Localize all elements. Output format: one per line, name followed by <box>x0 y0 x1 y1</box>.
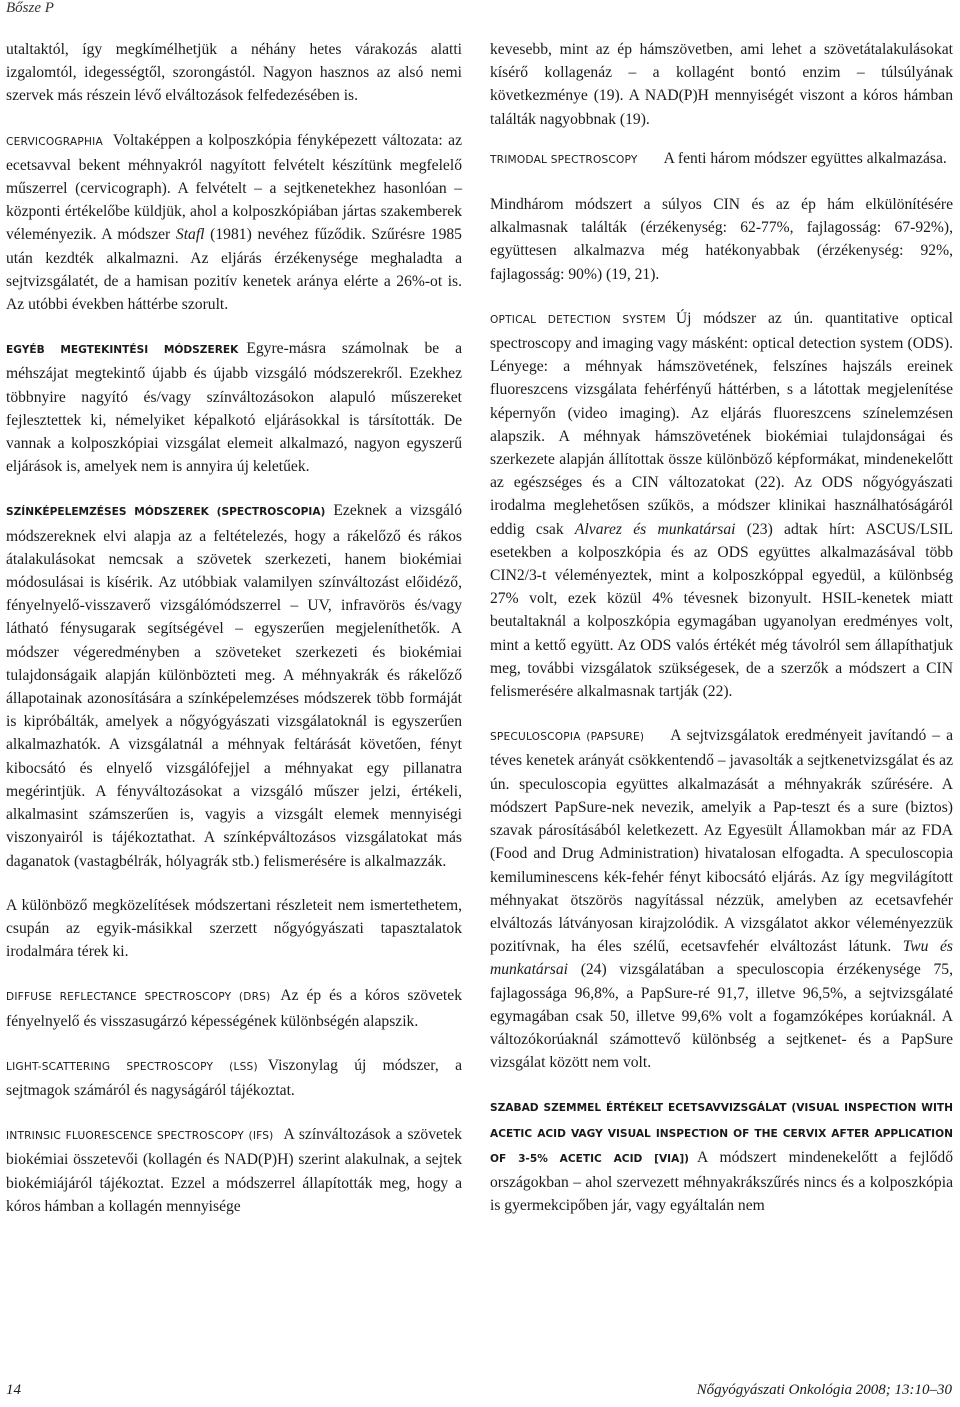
paragraph-results: Mindhárom módszert a súlyos CIN és az ép hám elkülönítésére alkalmasnak találták (érzékenység: 62-77%, fajlagosság: 67-92%), együttesen alkalmazva még hatékonyabbak (érzékenység: 92%, fajlagosság: 90%) (19, 21). <box>490 196 953 283</box>
section-text: A módszert mindenekelőtt a fejlődő országokban – ahol szervezett méhnyakrákszűrés nincs és a kolposzkópia is gyermekcipőben jár, vagy egyáltalán nem <box>490 1148 953 1215</box>
author-name: Alvarez és munkatársai <box>574 520 736 538</box>
section-heading-via: SZABAD SZEMMEL ÉRTÉKELT ECETSAVVIZSGÁLAT (VISUAL INSPECTION WITH ACETIC ACID VAGY VISUAL INSPECTION OF THE CERVIX AFTER APPLICATION OF 3-5% ACETIC ACID [VIA]) <box>490 1102 953 1165</box>
page-number: 14 <box>6 1382 21 1398</box>
section-speculoscopia <box>490 724 953 1074</box>
running-head: Bősze P <box>6 0 54 16</box>
section-text: A színváltozások a szövetek biokémiai összetevői (kollagén és NAD(P)H) szerint alakulnak, a sejtek biokémiájáról tájékoztat. Ezzel a módszerrel állapították meg, hogy a kóros hámban a kollagén mennyisége <box>6 1126 462 1215</box>
section-text: Egyre-másra számolnak be a méhszájat megtekintő újabb és újabb vizsgáló módszerekről. Ezekhez többnyire nagyító és/vagy színváltozásokon alapuló műszereket fejlesztettek ki, némelyiket képalkotó eljárásokkal is társították. De vannak a kolposzkópiai vizsgálat elemeit alkalmazó, nagyon egyszerű eljárások is, amelyek nem is annyira új keletűek. <box>6 340 462 476</box>
section-text: A sejtvizsgálatok eredményeit javítandó – a téves kenetek arányát csökkentendő – javasolták a sejtkenetvizsgálat és az ún. speculoscopia együttes alkalmazását a méhnyakrák szűrésére. A módszert PapSure-nek nevezik, amelyik a Pap-teszt és a sure (biztos) szavak párosításából keletkezett. Az Egyesült Államokban már az FDA (Food and Drug Administration) hivatalosan elfogadta. A speculoscopia kemiluminescens kék-fehér fényt kibocsátó eljárás. Az így megvilágított méhnyakat ötszörös nagyítással nézzük, amelyben az ecetsavfehér elváltozás látványosan kirajzolódik. A vizsgálatot akkor véleményezzük pozitívnak, ha éles szélű, ecetsavfehér elváltozást látunk. <box>490 727 953 956</box>
section-text: (23) adtak hírt: ASCUS/LSIL esetekben a kolposzkópia és az ODS együttes alkalmazásával több CIN2/3-t véleményeztek, mint a kolposzkóppal egyedül, a különbség 27% volt, ezek közül 4% tévesnek bizonyult. HSIL-kenetek miatt beutaltaknál a kolposzkópia egymagában ugyanolyan eredményes volt, mint a kettő együtt. Az ODS valós értékét még távolról sem állapíthatjuk meg, további vizsgálatok szükségesek, de a szerzők a módszert a CIN felismerésére alkalmasnak tartják (22). <box>490 520 954 701</box>
section-heading-drs: DIFFUSE REFLECTANCE SPECTROSCOPY (DRS) <box>6 991 271 1004</box>
right-column <box>490 38 953 1238</box>
section-cervicographia <box>6 129 462 317</box>
section-egyeb <box>6 337 462 478</box>
section-heading-ods: OPTICAL DETECTION SYSTEM <box>490 313 666 326</box>
journal-citation: Nőgyógyászati Onkológia 2008; 13:10–30 <box>696 1382 952 1398</box>
section-text: (1981) nevéhez fűződik. Szűrésre 1985 után kezdték alkalmazni. Az eljárás érzékenysége meghaladta a sejtvizsgálatét, de a hamisan pozitív kenetek aránya elérte a 26%-ot is. Az utóbbi években háttérbe szorult. <box>6 226 462 314</box>
section-text: (24) vizsgálatában a speculoscopia érzékenysége 75, fajlagossága 96,8%, a PapSure-ré 91,7, illetve 96,5%, a sejtvizsgálaté egymagában csak 50, illetve 99,6% volt a fogamzóképes korúaknál. A változókorúaknál számottevő különbség a sejtkenet- és a PapSure vizsgálat között nem volt. <box>490 961 953 1072</box>
section-text: Viszonylag új módszer, a sejtmagok számáról és nagyságáról tájékoztat. <box>6 1056 462 1099</box>
section-heading-ifs: INTRINSIC FLUORESCENCE SPECTROSCOPY (IFS) <box>6 1130 274 1143</box>
section-text: Ezeknek a vizsgáló módszereknek elvi alapja az a feltételezés, hogy a rákelőző és rákos átalakulásokat nemcsak a szövetek szerkezeti, hanem biokémiai módosulásai is kísérik. Az utóbbiak valamilyen színváltozást előidéző, fényelnyelő-visszaverő vizsgálómódszerrel – UV, infravörös és/vagy látható fénysugarak segítségével – egyszerűen megjeleníthetők. A módszer végeredményben a szöveteket szerkezeti és biokémiai tulajdonságaik alapján különbözteti meg. A méhnyakrák és rákelőző állapotainak azonosítására a színképelemzéses módszerek több formáját is kipróbálták, amelyek a nőgyógyászati vizsgálatoknál is egyszerűen alkalmazhatók. A vizsgálatnál a méhnyak feltárását követően, fényt kibocsátó és elnyelő vizsgálófejjel a méhnyakat egy pillanatra megérintjük. A fényváltozásokat a vizsgáló műszer jelzi, értékeli, alkalmasint számszerűen is, vagyis a vizsgált elemek mennyiségi viszonyairól is tájékoztathat. A színképváltozásos vizsgálatokat más daganatok (vastagbélrák, hólyagrák stb.) felismerésére is alkalmazzák. <box>6 502 462 870</box>
paragraph-continuation: utaltaktól, így megkímélhetjük a néhány hetes várakozás alatti izgalomtól, idegességtől, szorongástól. Nagyon hasznos az alsó nemi szervek más részein lévő elváltozások felfedezésében is. <box>6 41 462 105</box>
section-text: A fenti három módszer együttes alkalmazása. <box>663 149 947 167</box>
section-heading-speculoscopia: SPECULOSCOPIA (PAPSURE) <box>490 731 645 744</box>
section-text: Voltaképpen a kolposzkópia fényképezett változata: az ecetsavval bekent méhnyakról nagyított felvételt készítünk megfelelő műszerrel (cervicograph). A felvételt – a sejtkenetekhez hasonlóan – központi értékelőbe küldjük, ahol a kolposzkópiában jártas szakemberek véleményezik. A módszer <box>6 131 462 244</box>
section-lss <box>6 1054 462 1102</box>
section-via <box>490 1095 953 1217</box>
section-heading-egyeb: EGYÉB MEGTEKINTÉSI MÓDSZEREK <box>6 344 239 357</box>
section-ods <box>490 307 953 703</box>
section-text: Az ép és a kóros szövetek fényelnyelő és visszasugárzó képességének különbségén alapszik. <box>6 987 462 1030</box>
author-name: Stafl <box>175 226 205 244</box>
section-heading-trimodal: TRIMODAL SPECTROSCOPY <box>490 153 638 166</box>
section-spectroscopia <box>6 499 462 872</box>
section-text: Új módszer az ún. quantitative optical spectroscopy and imaging vagy másként: optical detection system (ODS). Lényege: a méhnyak hámszövetének, felszínes hajszáls ereinek fluoreszcens vizsgálata fehérfényű háttérben, s a látottak megjelenítése képernyőn (video imaging). Az eljárás fluoreszcens színelemzésen alapszik. A méhnyak hámszövetének biokémiai tulajdonságai és szerkezete alapján állítottak össze különböző képformákat, mindenekelőtt az egészséges és a CIN változatokat (22). Az ODS nőgyógyászati irodalma meglehetősen szűkös, a módszer klinikai használhatóságáról eddig csak <box>490 309 953 538</box>
section-drs <box>6 984 462 1032</box>
section-heading-spectroscopia: SZÍNKÉPELEMZÉSES MÓDSZEREK (SPECTROSCOPIA) <box>6 506 326 519</box>
section-heading-cervicographia: CERVICOGRAPHIA <box>6 135 103 148</box>
paragraph-intro: A különböző megközelítések módszertani részleteit nem ismertethetem, csupán az egyik-másikkal szerzett nőgyógyászati tapasztalatok irodalmára térek ki. <box>6 896 462 961</box>
section-ifs <box>6 1123 462 1218</box>
author-name: Twu és munkatársai <box>490 938 953 979</box>
paragraph-continuation: kevesebb, mint az ép hámszövetben, ami lehet a szövetátalakulásokat kísérő kollagenáz – a kollagént bontó enzim – túlsúlyának következménye (19). A NAD(P)H mennyiségét viszont a kóros hámban találták nagyobbnak (19). <box>490 41 953 128</box>
section-trimodal <box>490 147 953 172</box>
left-column <box>6 38 462 1239</box>
section-heading-lss: LIGHT-SCATTERING SPECTROSCOPY (LSS) <box>6 1060 258 1073</box>
